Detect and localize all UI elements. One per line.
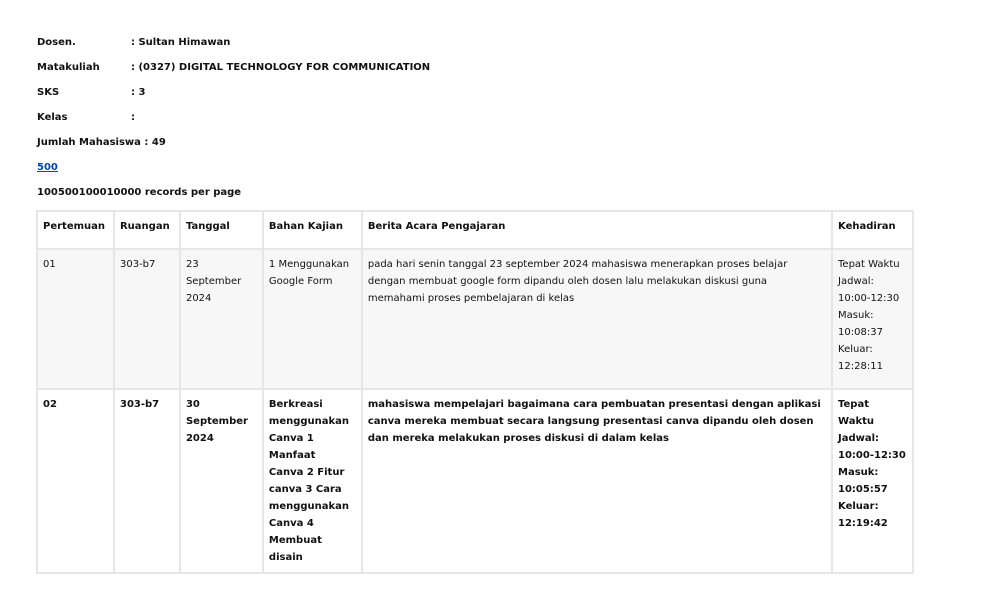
bahan-line: Canva 1 Manfaat bbox=[268, 433, 316, 461]
sks-row bbox=[37, 87, 145, 99]
kehadiran-line: Keluar: bbox=[838, 344, 873, 355]
kehadiran-line: Tepat Waktu bbox=[838, 399, 874, 427]
cell-kehadiran bbox=[832, 389, 913, 573]
kehadiran-line: 10:08:37 bbox=[838, 327, 883, 338]
kehadiran-line: 10:05:57 bbox=[838, 484, 888, 495]
page-size-link[interactable]: 500 bbox=[37, 162, 58, 173]
header-berita-acara[interactable]: Berita Acara Pengajaran bbox=[362, 211, 832, 249]
matakuliah-value: : (0327) DIGITAL TECHNOLOGY FOR COMMUNICATION bbox=[131, 62, 431, 73]
kehadiran-line: 12:19:42 bbox=[838, 518, 888, 529]
kehadiran-line: Masuk: bbox=[838, 310, 874, 321]
kehadiran-line: Keluar: bbox=[838, 501, 879, 512]
kelas-row bbox=[37, 112, 135, 124]
cell-pertemuan: 01 bbox=[37, 249, 114, 389]
table-row bbox=[37, 389, 913, 573]
header-tanggal[interactable]: Tanggal bbox=[180, 211, 263, 249]
kehadiran-line: 10:00-12:30 bbox=[838, 450, 906, 461]
cell-bahan-kajian bbox=[263, 389, 362, 573]
kelas-value: : bbox=[131, 112, 135, 123]
dosen-row bbox=[37, 37, 230, 49]
records-per-page: 100500100010000 records per page bbox=[37, 187, 242, 198]
kehadiran-line: Jadwal: bbox=[838, 276, 874, 287]
kehadiran-line: Jadwal: bbox=[838, 433, 880, 444]
kelas-label: Kelas bbox=[37, 112, 68, 123]
bahan-line: menggunakan bbox=[268, 501, 350, 512]
cell-pertemuan: 02 bbox=[37, 389, 114, 573]
cell-berita-acara: pada hari senin tanggal 23 september 2024 mahasiswa menerapkan proses belajar dengan membuat google form dipandu oleh dosen lalu melakukan diskusi guna memahami proses pembelajaran di kelas bbox=[362, 249, 832, 389]
matakuliah-label: Matakuliah bbox=[37, 62, 100, 73]
kehadiran-line: 10:00-12:30 bbox=[838, 293, 900, 304]
header-pertemuan[interactable]: Pertemuan bbox=[37, 211, 114, 249]
page-size-link-row bbox=[37, 162, 58, 174]
tanggal-line: 2024 bbox=[185, 433, 214, 444]
tanggal-line: 23 September bbox=[185, 259, 242, 287]
bahan-line: 1 Menggunakan bbox=[268, 259, 350, 270]
attendance-table bbox=[36, 210, 914, 574]
header-bahan-kajian[interactable]: Bahan Kajian bbox=[263, 211, 362, 249]
bahan-line: Google Form bbox=[268, 276, 333, 287]
cell-ruangan: 303-b7 bbox=[114, 389, 180, 573]
table-header-row bbox=[37, 211, 913, 249]
cell-tanggal bbox=[180, 389, 263, 573]
header-ruangan[interactable]: Ruangan bbox=[114, 211, 180, 249]
matakuliah-row bbox=[37, 62, 430, 74]
tanggal-line: 2024 bbox=[185, 293, 212, 304]
kehadiran-line: 12:28:11 bbox=[838, 361, 883, 372]
sks-value: : 3 bbox=[131, 87, 146, 98]
cell-bahan-kajian bbox=[263, 249, 362, 389]
cell-tanggal bbox=[180, 249, 263, 389]
bahan-line: Canva 2 Fitur bbox=[268, 467, 345, 478]
kehadiran-line: Masuk: bbox=[838, 467, 879, 478]
cell-berita-acara: mahasiswa mempelajari bagaimana cara pembuatan presentasi dengan aplikasi canva mereka membuat secara langsung presentasi canva dipandu oleh dosen dan mereka melakukan proses diskusi di dalam kelas bbox=[362, 389, 832, 573]
dosen-label: Dosen. bbox=[37, 37, 76, 48]
jumlah-mahasiswa: Jumlah Mahasiswa : 49 bbox=[37, 137, 166, 148]
table-row bbox=[37, 249, 913, 389]
cell-ruangan: 303-b7 bbox=[114, 249, 180, 389]
dosen-value: : Sultan Himawan bbox=[131, 37, 231, 48]
bahan-line: menggunakan bbox=[268, 416, 350, 427]
kehadiran-line: Tepat Waktu bbox=[838, 259, 900, 270]
tanggal-line: 30 September bbox=[185, 399, 248, 427]
bahan-line: Berkreasi bbox=[268, 399, 323, 410]
bahan-line: Canva 4 bbox=[268, 518, 314, 529]
sks-label: SKS bbox=[37, 87, 60, 98]
cell-kehadiran bbox=[832, 249, 913, 389]
bahan-line: Membuat disain bbox=[268, 535, 322, 563]
header-kehadiran[interactable]: Kehadiran bbox=[832, 211, 913, 249]
bahan-line: canva 3 Cara bbox=[268, 484, 342, 495]
